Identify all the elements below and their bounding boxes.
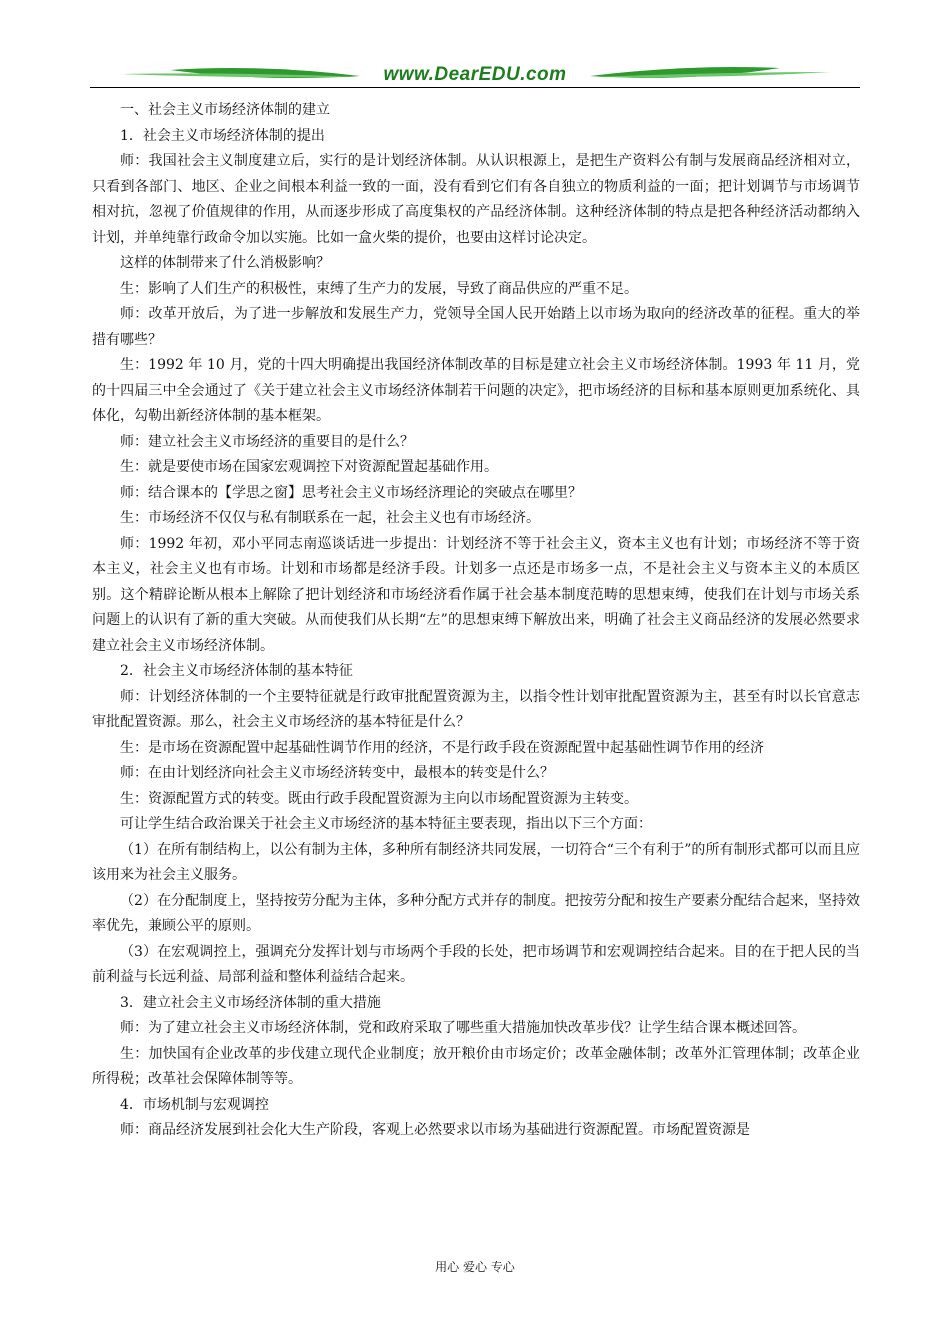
paragraph: 师：计划经济体制的一个主要特征就是行政审批配置资源为主，以指令性计划审批配置资源为主，甚至有时以长官意志审批配置资源。那么，社会主义市场经济的基本特征是什么？	[92, 688, 860, 730]
page-header	[90, 60, 860, 90]
page-footer: 用心 爱心 专心	[435, 1260, 515, 1274]
paragraph: 生：影响了人们生产的积极性，束缚了生产力的发展，导致了商品供应的严重不足。	[120, 280, 638, 297]
paragraph: 生：市场经济不仅仅与私有制联系在一起，社会主义也有市场经济。	[120, 510, 540, 526]
paragraph: 生：资源配置方式的转变。既由行政手段配置资源为主向以市场配置资源为主转变。	[120, 790, 638, 807]
paragraph: 生：是市场在资源配置中起基础性调节作用的经济，不是行政手段在资源配置中起基础性调节作用的经济	[120, 739, 764, 756]
paragraph: （3）在宏观调控上，强调充分发挥计划与市场两个手段的长处，把市场调节和宏观调控结合起来。目的在于把人民的当前利益与长远利益、局部利益和整体利益结合起来。	[92, 943, 860, 985]
subsection-heading: 2．社会主义市场经济体制的基本特征	[120, 663, 353, 679]
header-rule	[90, 87, 860, 88]
paragraph: 师：为了建立社会主义市场经济体制，党和政府采取了哪些重大措施加快改革步伐？让学生结合课本概述回答。	[120, 1020, 806, 1036]
paragraph: 生：加快国有企业改革的步伐建立现代企业制度；放开粮价由市场定价；改革金融体制；改革外汇管理体制；改革企业所得税；改革社会保障体制等等。	[92, 1045, 860, 1087]
paragraph: （2）在分配制度上，坚持按劳分配为主体，多种分配方式并存的制度。把按劳分配和按生产要素分配结合起来，坚持效率优先，兼顾公平的原则。	[92, 892, 860, 934]
subsection-heading: 1．社会主义市场经济体制的提出	[120, 127, 325, 144]
paragraph: 师：商品经济发展到社会化大生产阶段，客观上必然要求以市场为基础进行资源配置。市场配置资源是	[120, 1122, 750, 1138]
paragraph: 师：改革开放后，为了进一步解放和发展生产力，党领导全国人民开始踏上以市场为取向的经济改革的征程。重大的举措有哪些？	[92, 306, 860, 348]
paragraph: 生：1992 年 10 月，党的十四大明确提出我国经济体制改革的目标是建立社会主义市场经济体制。1993 年 11 月，党的十四届三中全会通过了《关于建立社会主义市场经济体制若干问题的决定》，把市场经济的目标和基本原则更加系统化、具体化，勾勒出新经济体制的基本框架。	[92, 357, 860, 424]
document-body	[92, 98, 860, 1144]
paragraph: 这样的体制带来了什么消极影响？	[120, 255, 330, 271]
paragraph: 可让学生结合政治课关于社会主义市场经济的基本特征主要表现，指出以下三个方面：	[120, 816, 652, 832]
paragraph: 师：在由计划经济向社会主义市场经济转变中，最根本的转变是什么？	[120, 765, 554, 781]
site-logo-text: www.DearEDU.com	[383, 64, 567, 85]
paragraph: 生：就是要使市场在国家宏观调控下对资源配置起基础作用。	[120, 459, 498, 475]
subsection-heading: 4．市场机制与宏观调控	[120, 1096, 269, 1113]
paragraph: 师：结合课本的【学思之窗】思考社会主义市场经济理论的突破点在哪里？	[120, 484, 582, 501]
paragraph: 师：建立社会主义市场经济的重要目的是什么？	[120, 433, 414, 450]
subsection-heading: 3．建立社会主义市场经济体制的重大措施	[120, 994, 381, 1011]
section-heading: 一、社会主义市场经济体制的建立	[120, 102, 330, 118]
paragraph: 师：我国社会主义制度建立后，实行的是计划经济体制。从认识根源上，是把生产资料公有制与发展商品经济相对立，只看到各部门、地区、企业之间根本利益一致的一面，没有看到它们有各自独立的物质利益的一面；把计划调节与市场调节相对抗，忽视了价值规律的作用，从而逐步形成了高度集权的产品经济体制。这种经济体制的特点是把各种经济活动都纳入计划，并单纯靠行政命令加以实施。比如一盒火柴的提价，也要由这样讨论决定。	[92, 153, 860, 246]
paragraph: （1）在所有制结构上，以公有制为主体，多种所有制经济共同发展，一切符合“三个有利于”的所有制形式都可以而且应该用来为社会主义服务。	[92, 841, 860, 883]
paragraph: 师：1992 年初，邓小平同志南巡谈话进一步提出：计划经济不等于社会主义，资本主义也有计划；市场经济不等于资本主义，社会主义也有市场。计划和市场都是经济手段。计划多一点还是市场多一点，不是社会主义与资本主义的本质区别。这个精辟论断从根本上解除了把计划经济和市场经济看作属于社会基本制度范畴的思想束缚，使我们在计划与市场关系问题上的认识有了新的重大突破。从而使我们从长期“左”的思想束缚下解放出来，明确了社会主义商品经济的发展必然要求建立社会主义市场经济体制。	[92, 535, 860, 654]
